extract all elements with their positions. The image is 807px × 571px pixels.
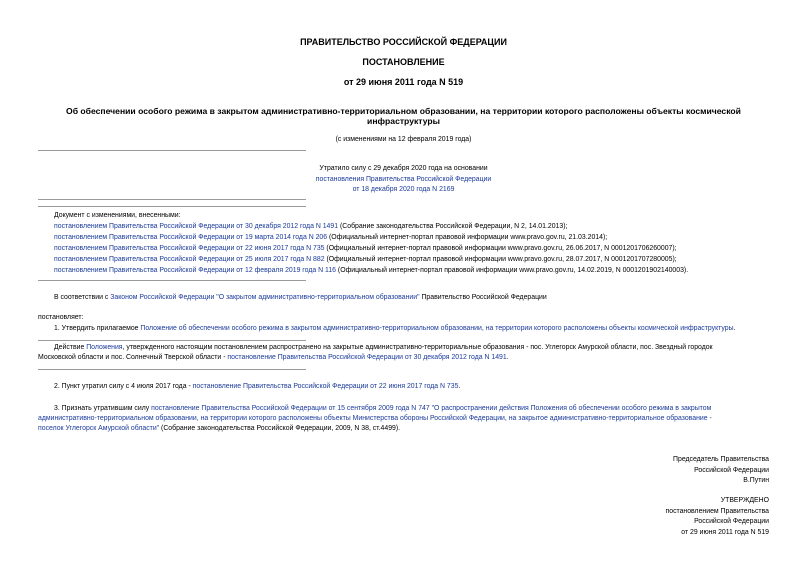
paragraph-3-line-2 [38, 414, 712, 425]
divider [38, 199, 306, 200]
document-title-line-1: Об обеспечении особого режима в закрытом административно-территориальном образовании, на территории которого расположены объекты космической [66, 106, 741, 116]
preamble-text: В соответствии с [54, 294, 111, 301]
decree-735-link[interactable]: постановление Правительства Российской Федерации от 22 июня 2017 года N 735 [192, 383, 459, 390]
change-item [54, 255, 677, 266]
change-item-source: (Официальный интернет-портал правовой информации www.pravo.gov.ru, 26.06.2017, N 0001201706260007); [324, 245, 677, 252]
approved-date: от 29 июня 2011 года N 519 [681, 528, 769, 536]
paragraph-3-source: (Собрание законодательства Российской Федерации, 2009, N 38, ст.4499). [159, 425, 401, 432]
change-item-link[interactable]: постановлением Правительства Российской Федерации от 30 декабря 2012 года N 1491 [54, 223, 339, 230]
change-item-source: (Официальный интернет-портал правовой информации www.pravo.gov.ru, 14.02.2019, N 0001201902140003). [336, 267, 689, 274]
decree-747-link[interactable]: постановление Правительства Российской Федерации от 15 сентября 2009 года N 747 "О распространении действия Положения об обеспечении особого режима в закрытом [151, 405, 712, 412]
paragraph-1-text: 1. Утвердить прилагаемое [54, 325, 141, 332]
document-date-number: от 29 июня 2011 года N 519 [343, 77, 464, 87]
paragraph-3-text: 3. Признать утратившим силу [54, 405, 152, 412]
note-text-middle: , утвержденного настоящим постановлением распространено на закрытые административно-территориальные образования - пос. Углегорск Амурской области, пос. Звездный городок [122, 344, 713, 351]
paragraph-1-note [54, 343, 769, 354]
paragraph-2 [54, 382, 460, 393]
change-item [54, 222, 567, 233]
document-type: ПОСТАНОВЛЕНИЕ [362, 57, 445, 67]
decree-1491-link[interactable]: постановление Правительства Российской Федерации от 30 декабря 2012 года N 1491 [227, 354, 507, 361]
expired-notice [250, 164, 557, 196]
change-item-source: (Официальный интернет-портал правовой информации www.pravo.gov.ru, 21.03.2014); [327, 234, 608, 241]
signature-block [673, 455, 769, 487]
approved-by: постановлением Правительства [665, 507, 769, 515]
divider [38, 206, 306, 207]
approved-block [666, 496, 770, 538]
change-item [54, 244, 677, 255]
approved-label: УТВЕРЖДЕНО [720, 497, 769, 504]
divider [38, 369, 306, 370]
law-link[interactable]: Законом Российской Федерации "О закрытом административно-территориальном образовании" [110, 294, 420, 301]
signature-name: В.Путин [743, 477, 769, 484]
paragraph-1-note-line-2 [38, 353, 509, 364]
preamble [54, 293, 547, 304]
paragraph-3-line-1 [54, 404, 711, 415]
signature-country: Российской Федерации [694, 466, 769, 474]
paragraph-2-end: . [458, 383, 461, 390]
change-item [54, 233, 607, 244]
change-item-source: (Собрание законодательства Российской Федерации, N 2, 14.01.2013); [338, 223, 568, 230]
change-item [54, 266, 688, 277]
change-item-link[interactable]: постановлением Правительства Российской Федерации от 22 июня 2017 года N 735 [54, 245, 325, 252]
decree-747-link-cont[interactable]: административно-территориальном образовании, на территории которого расположены объекты Министерства обороны Российской Федерации, на закрытое административно-территориальное образование - [38, 415, 712, 422]
change-item-link[interactable]: постановлением Правительства Российской Федерации от 12 февраля 2019 года N 116 [54, 267, 336, 274]
expired-decree-link[interactable]: постановления Правительства Российской Федерации [315, 175, 492, 183]
note-text-end: . [506, 354, 509, 361]
changes-note: (с изменениями на 12 февраля 2019 года) [335, 136, 472, 143]
document-title-line-2: инфраструктуры [367, 116, 440, 126]
change-item-source: (Официальный интернет-портал правовой информации www.pravo.gov.ru, 28.07.2017, N 0001201707280005); [324, 256, 677, 263]
signature-position: Председатель Правительства [673, 456, 769, 463]
change-item-link[interactable]: постановлением Правительства Российской Федерации от 19 марта 2014 года N 206 [54, 234, 328, 241]
decree-747-link-end[interactable]: поселок Углегорск Амурской области" [38, 425, 160, 432]
preamble-text-end: Правительство Российской Федерации [419, 294, 547, 301]
note-text: Действие [54, 344, 87, 351]
divider [38, 280, 306, 281]
divider [38, 150, 306, 151]
decides-label: постановляет: [38, 314, 84, 321]
approved-country: Российской Федерации [694, 518, 769, 525]
changes-intro: Документ с изменениями, внесенными: [54, 212, 181, 219]
government-heading: ПРАВИТЕЛЬСТВО РОССИЙСКОЙ ФЕДЕРАЦИИ [300, 37, 507, 47]
paragraph-2-text: 2. Пункт утратил силу с 4 июля 2017 года - [54, 383, 193, 390]
paragraph-1-end: . [733, 325, 736, 332]
paragraph-3-line-3 [38, 424, 400, 435]
expired-notice-text: Утратило силу с 29 декабря 2020 года на основании [319, 165, 488, 172]
regulation-short-link[interactable]: Положения [86, 344, 123, 351]
change-item-link[interactable]: постановлением Правительства Российской Федерации от 25 июля 2017 года N 882 [54, 256, 325, 263]
document-title [0, 106, 807, 126]
paragraph-1 [54, 324, 736, 335]
note-text-line-2: Московской области и пос. Солнечный Тверской области - [38, 354, 228, 361]
divider [38, 340, 306, 341]
regulation-link[interactable]: Положение об обеспечении особого режима в закрытом административно-территориальном образовании, на территории которого расположены объекты космической инфраструктуры [140, 325, 734, 332]
expired-decree-date-link[interactable]: от 18 декабря 2020 года N 2169 [352, 186, 455, 193]
